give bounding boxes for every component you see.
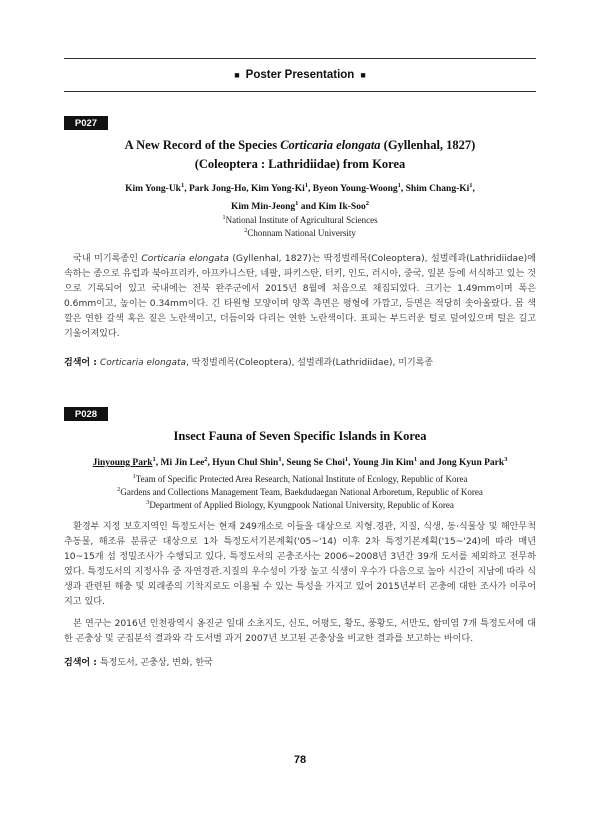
p027-author: Kim Yong-Uk$^1$ <box>125 181 185 194</box>
header-square-left: ■ <box>234 70 240 80</box>
running-header <box>64 58 536 92</box>
p028-affiliations <box>64 473 536 512</box>
p028-title: Insect Fauna of Seven Specific Islands in Korea <box>173 429 427 443</box>
p027-author: Kim Min-Jeong$^1$ <box>231 199 299 212</box>
p027-author: and Kim Ik-Soo$^2$ <box>298 199 369 212</box>
p027-author-separator: , <box>472 184 475 194</box>
p028-author: , Hyun Chul Shin$^1$ <box>207 455 282 468</box>
p027-author: , Shim Chang-Ki$^1$ <box>400 181 473 194</box>
p028-author: , Young Jin Kim$^1$ <box>348 455 418 468</box>
p027-authors <box>64 180 536 216</box>
p028-affiliation: $^3$Department of Applied Biology, Kyungpook National University, Republic of Korea <box>146 499 454 510</box>
p027-title-text: A New Record of the Species <box>124 138 281 152</box>
p027-affiliations <box>64 214 536 240</box>
p028-abstract-paragraph-1: 환경부 지정 보호지역인 특정도서는 현재 249개소로 이들을 대상으로 지형.경관, 지질, 식생, 동·식물상 및 해안무척추동물, 해조류 분류군 대상으로 1차 특정도서기본계획('05~'14) 이후 2차 특정기본계획('15~'24)에 따라 매년 10~15개 섬 정밀조사가 수행되고 있다. 특정도서의 곤충조사는 2006~2008년 3년간 39개 도서를 제외하고 전무하였다. 특정도서의 지정사유 중 자연경관.지질의 우수성이 가장 높고 식생이 우수가 다음으로 높아 시간이 지남에 따라 식생과 관련된 해충 및 외래종의 기착지로도 이용될 수 있는 특성을 가지고 있어 2015년부터 곤충에 대한 조사가 이루어지고 있다. <box>64 522 536 607</box>
poster-label-p027: P027 <box>64 116 108 130</box>
p028-keywords-label: 검색어 : <box>64 658 100 668</box>
p028-abstract-paragraph-2: 본 연구는 2016년 인천광역시 옹진군 일대 소초지도, 신도, 어평도, 황도, 풍황도, 서만도, 함미염 7개 특정도서에 대한 곤충상 및 군집분석 결과와 각 도서별 과거 2007년 보고된 곤충상을 비교한 결과를 보고하는 바이다. <box>64 619 536 644</box>
p027-title-year: (Gyllenhal, 1827) <box>380 138 476 152</box>
p028-authors <box>64 454 536 472</box>
header-square-right: ■ <box>360 70 366 80</box>
p027-author: , Park Jong-Ho, Kim Yong-Ki$^1$ <box>184 181 308 194</box>
p027-title-line2: (Coleoptera : Lathridiidae) from Korea <box>194 157 406 171</box>
p028-affiliation: $^2$Gardens and Collections Management Team, Baekdudaegan National Arboretum, Republic of Korea <box>117 486 483 497</box>
p027-keywords: 검색어 : Corticaria elongata, 딱정벌레목(Coleoptera), 설벌레과(Lathridiidae), 미기록종 <box>64 358 434 368</box>
header-title: Poster Presentation <box>245 69 355 81</box>
p027-affiliation: $^1$National Institute of Agricultural Sciences <box>222 214 378 225</box>
p028-keywords: 검색어 : 특정도서, 곤충상, 변화, 한국 <box>64 658 213 668</box>
page-number: 78 <box>293 754 307 766</box>
p027-title <box>64 136 536 174</box>
p028-author: , Mi Jin Lee$^2$ <box>155 455 208 468</box>
p028-author: , Seung Se Choi$^1$ <box>281 455 349 468</box>
p027-author: , Byeon Young-Woong$^1$ <box>307 181 401 194</box>
p028-author: Jinyoung Park$^1$ <box>92 455 156 468</box>
p027-title-species: Corticaria elongata <box>280 138 381 152</box>
p027-keywords-label: 검색어 : <box>64 358 100 368</box>
p027-affiliation: $^2$Chonnam National University <box>244 227 356 238</box>
p028-affiliation: $^1$Team of Specific Protected Area Research, National Institute of Ecology, Republic of Korea <box>132 473 468 484</box>
p027-abstract: 국내 미기록종인 Corticaria elongata (Gyllenhal, 1827)는 딱정벌레목(Coleoptera), 설벌레과(Lathridiidae)에 속하는 종으로 유럽과 북아프리카, 아프카니스탄, 네팔, 파키스탄, 터키, 인도, 러시아, 중국, 일본 등에 서식하고 있는 것으로 기록되어 있고 국내에는 전북 완주군에서 2015년 8월에 처음으로 채집되었다. 크기는 1.49mm이며 폭은 0.6mm이고, 높이는 0.34mm이다. 긴 타원형 모양이며 양쪽 측면은 평형에 가깝고, 등면은 적당히 솟아올랐다. 몸 색깔은 연한 갈색 혹은 짙은 노란색이고, 더듬이와 다리는 연한 노란색이다. 표피는 부드러운 털로 덮여있으며 털은 길고 기울어져있다. <box>64 254 536 339</box>
p028-author: and Jong Kyun Park$^3$ <box>417 455 508 468</box>
poster-label-p028: P028 <box>64 407 108 421</box>
